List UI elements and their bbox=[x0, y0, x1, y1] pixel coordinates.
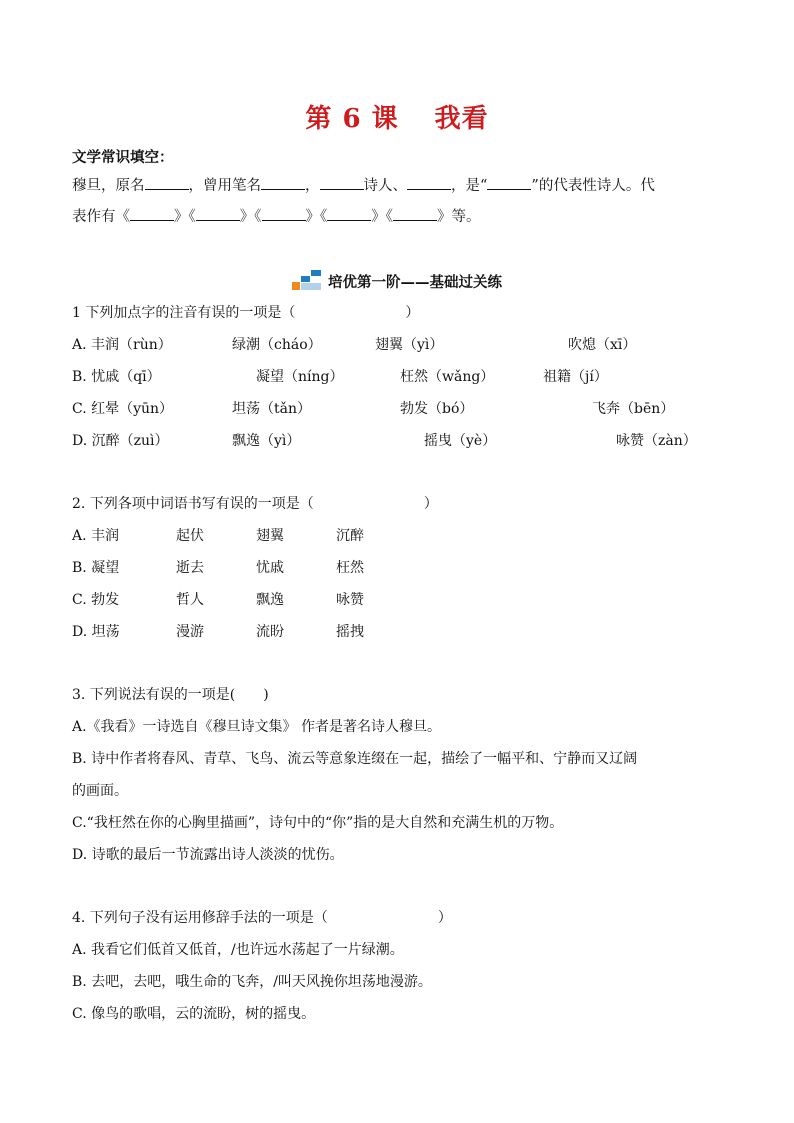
blank[interactable] bbox=[262, 206, 306, 221]
word: 哲人 bbox=[176, 592, 204, 608]
option-d[interactable]: D. 坦荡 bbox=[72, 624, 120, 640]
word: 摇拽 bbox=[336, 624, 364, 640]
word: 翅翼 bbox=[256, 528, 284, 544]
word: 飘逸 bbox=[256, 592, 284, 608]
option-d-item: 咏赞（zàn） bbox=[616, 433, 697, 449]
option-b[interactable]: B. 忧戚（qī） bbox=[72, 369, 161, 385]
word: 沉醉 bbox=[336, 528, 364, 544]
option-b[interactable]: B. 去吧，去吧，哦生命的飞奔，/叫天风挽你坦荡地漫游。 bbox=[72, 974, 432, 990]
blank[interactable] bbox=[393, 206, 437, 221]
blank[interactable] bbox=[261, 175, 305, 190]
lesson-number: 第 6 课 bbox=[305, 104, 399, 134]
option-a[interactable]: A. 丰润（rùn） bbox=[72, 337, 172, 353]
option-b[interactable]: B. 诗中作者将春风、青草、飞鸟、流云等意象连缀在一起，描绘了一幅平和、宁静而又辽阔 bbox=[72, 751, 638, 767]
word: 漫游 bbox=[176, 624, 204, 640]
blank[interactable] bbox=[130, 206, 174, 221]
option-b-item: 祖籍（jí） bbox=[543, 369, 608, 385]
word: 流盼 bbox=[256, 624, 284, 640]
option-c-item: 坦荡（tǎn） bbox=[232, 401, 311, 417]
option-b[interactable]: B. 凝望 bbox=[72, 560, 120, 576]
question-1-stem: 1 下列加点字的注音有误的一项是（ ） bbox=[72, 305, 420, 321]
option-d-item: 摇曳（yè） bbox=[424, 433, 497, 449]
option-a[interactable]: A.《我看》一诗选自《穆旦诗文集》 作者是著名诗人穆旦。 bbox=[72, 719, 442, 735]
option-c[interactable]: C. 像鸟的歌唱，云的流盼，树的摇曳。 bbox=[72, 1006, 316, 1022]
option-c[interactable]: C. 勃发 bbox=[72, 592, 120, 608]
word: 忧戚 bbox=[256, 560, 284, 576]
option-a[interactable]: A. 我看它们低首又低首，/也许远水荡起了一片绿潮。 bbox=[72, 942, 404, 958]
level-heading bbox=[0, 270, 794, 292]
blank[interactable] bbox=[487, 175, 531, 190]
question-3-stem: 3. 下列说法有误的一项是( ) bbox=[72, 687, 269, 703]
option-d[interactable]: D. 沉醉（zuì） bbox=[72, 433, 169, 449]
option-b-continued: 的画面。 bbox=[72, 783, 128, 799]
lesson-title bbox=[0, 98, 794, 135]
level-heading-text: 培优第一阶——基础过关练 bbox=[328, 275, 502, 291]
option-d[interactable]: D. 诗歌的最后一节流露出诗人淡淡的忧伤。 bbox=[72, 847, 344, 863]
option-c-item: 飞奔（bēn） bbox=[592, 401, 675, 417]
word: 咏赞 bbox=[336, 592, 364, 608]
option-a-item: 绿潮（cháo） bbox=[232, 337, 322, 353]
option-c-item: 勃发（bó） bbox=[400, 401, 474, 417]
blank[interactable] bbox=[145, 175, 189, 190]
option-a-item: 翅翼（yì） bbox=[375, 337, 444, 353]
stairs-icon bbox=[292, 270, 322, 290]
question-4-stem: 4. 下列句子没有运用修辞手法的一项是（ ） bbox=[72, 910, 452, 926]
option-a[interactable]: A. 丰润 bbox=[72, 528, 120, 544]
blank[interactable] bbox=[196, 206, 240, 221]
option-c[interactable]: C. 红晕（yūn） bbox=[72, 401, 174, 417]
section-label: 文学常识填空： bbox=[72, 150, 174, 166]
lesson-name: 我看 bbox=[434, 104, 489, 134]
blank[interactable] bbox=[320, 175, 364, 190]
word: 起伏 bbox=[176, 528, 204, 544]
option-c[interactable]: C.“我枉然在你的心胸里描画”，诗句中的“你”指的是大自然和充满生机的万物。 bbox=[72, 815, 564, 831]
blank[interactable] bbox=[407, 175, 451, 190]
option-a-item: 吹熄（xī） bbox=[568, 337, 637, 353]
option-b-item: 枉然（wǎng） bbox=[400, 369, 495, 385]
word: 逝去 bbox=[176, 560, 204, 576]
option-d-item: 飘逸（yì） bbox=[232, 433, 301, 449]
fill-line-1: 穆旦，原名 ，曾用笔名 ， 诗人、 ，是“ ”的代表性诗人。代 bbox=[72, 175, 655, 196]
question-2-stem: 2. 下列各项中词语书写有误的一项是（ ） bbox=[72, 496, 438, 512]
blank[interactable] bbox=[327, 206, 371, 221]
fill-line-2: 表作有《 》《 》《 》《 》《 》等。 bbox=[72, 206, 481, 227]
option-b-item: 凝望（níng） bbox=[256, 369, 344, 385]
word: 枉然 bbox=[336, 560, 364, 576]
